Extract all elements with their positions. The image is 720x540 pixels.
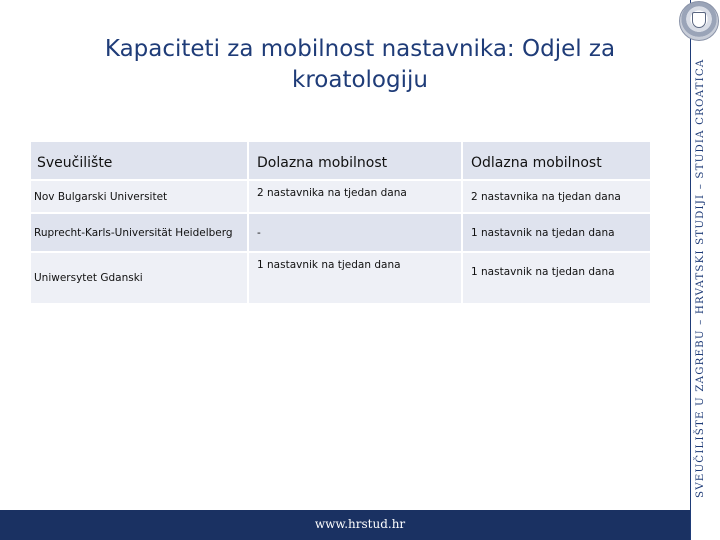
cell-incoming: 1 nastavnik na tjedan dana [248,252,462,304]
header-incoming: Dolazna mobilnost [248,141,462,180]
mobility-table [29,140,652,305]
header-outgoing: Odlazna mobilnost [462,141,651,180]
slide-title: Kapaciteti za mobilnost nastavnika: Odjel za kroatologiju [104,36,616,93]
cell-university: Nov Bulgarski Universitet [30,180,248,213]
university-seal-icon [679,1,719,41]
table-row [30,252,651,304]
cell-outgoing: 2 nastavnika na tjedan dana [462,180,651,213]
table-row [30,180,651,213]
cell-university: Ruprecht-Karls-Universität Heidelberg [30,213,248,252]
footer-url[interactable]: www.hrstud.hr [314,517,406,531]
footer-bar [0,510,690,540]
header-university: Sveučilište [30,141,248,180]
cell-incoming: - [248,213,462,252]
table-row [30,213,651,252]
table-header-row [30,141,651,180]
cell-outgoing: 1 nastavnik na tjedan dana [462,213,651,252]
cell-outgoing: 1 nastavnik na tjedan dana [462,252,651,304]
cell-incoming: 2 nastavnika na tjedan dana [248,180,462,213]
side-institution-text: SVEUČILIŠTE U ZAGREBU – HRVATSKI STUDIJI – STUDIA CROATICA [694,58,706,498]
cell-university: Uniwersytet Gdanski [30,252,248,304]
